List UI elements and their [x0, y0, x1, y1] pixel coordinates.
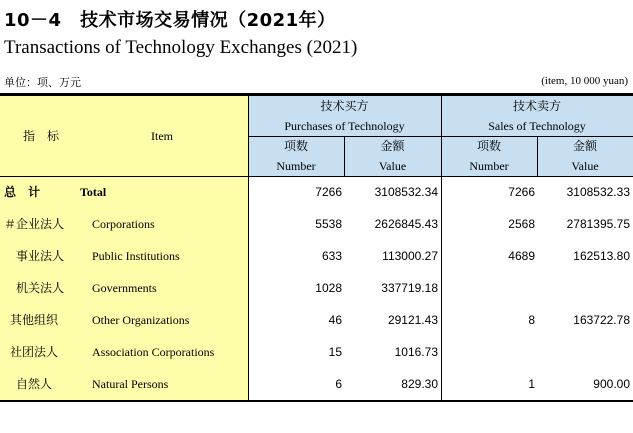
- table-bottom-rule: [0, 400, 633, 402]
- header-purchases-cn: 技术买方: [320, 99, 369, 113]
- row-label-cn: 其他组织: [10, 313, 59, 327]
- row-label-en: Corporations: [92, 217, 155, 231]
- purchases-value: 29121.43: [387, 313, 438, 327]
- table-row-total: [0, 176, 633, 208]
- sales-value: 162513.80: [573, 249, 630, 263]
- unit-label-en: (item, 10 000 yuan): [541, 75, 628, 87]
- table-row: [0, 208, 633, 240]
- sales-number: 7266: [508, 185, 535, 199]
- header-indicator: 指 标: [22, 129, 59, 143]
- header-p-number-cn: 项数: [283, 139, 308, 153]
- row-label-en: Natural Persons: [92, 377, 169, 391]
- table-row: [0, 272, 633, 304]
- row-label-cn: 机关法人: [16, 281, 65, 295]
- header-s-value-cn: 金额: [572, 139, 597, 153]
- sales-value: 3108532.33: [566, 185, 630, 199]
- sales-value: 900.00: [593, 377, 630, 391]
- row-label-cn: 社团法人: [10, 345, 59, 359]
- table-row: [0, 368, 633, 400]
- header-p-value-en: Value: [378, 159, 407, 173]
- purchases-number: 46: [328, 313, 342, 327]
- row-label-en: Association Corporations: [92, 345, 215, 359]
- header-s-value-en: Value: [571, 159, 599, 173]
- purchases-number: 7266: [315, 185, 342, 199]
- table-row: [0, 336, 633, 368]
- row-label-cn: 事业法人: [16, 249, 65, 263]
- purchases-value: 337719.18: [381, 281, 438, 295]
- row-label-cn: ＃企业法人: [4, 217, 65, 231]
- purchases-value: 2626845.43: [374, 217, 438, 231]
- purchases-number: 6: [335, 377, 342, 391]
- header-sales-cn: 技术卖方: [512, 99, 561, 113]
- sales-number: 2568: [508, 217, 535, 231]
- purchases-value: 1016.73: [394, 345, 438, 359]
- row-label-cn: 自然人: [16, 377, 53, 391]
- table-row: [0, 240, 633, 272]
- sales-value: 163722.78: [573, 313, 630, 327]
- purchases-value: 829.30: [401, 377, 438, 391]
- purchases-number: 1028: [315, 281, 342, 295]
- header-s-number-cn: 项数: [476, 139, 501, 153]
- table-title-cn: 10－4 技术市场交易情况（2021年）: [4, 10, 336, 31]
- row-label-cn: 总 计: [4, 185, 41, 199]
- unit-label-cn: 单位：项、万元: [4, 76, 81, 89]
- purchases-value: 3108532.34: [374, 185, 438, 199]
- table-row: [0, 304, 633, 336]
- table-top-rule: [0, 93, 633, 96]
- header-sales-en: Sales of Technology: [488, 119, 586, 133]
- header-item: Item: [151, 129, 173, 143]
- row-label-en: Public Institutions: [92, 249, 180, 263]
- header-purchases-en: Purchases of Technology: [284, 119, 405, 133]
- sales-number: 4689: [508, 249, 535, 263]
- purchases-number: 5538: [315, 217, 342, 231]
- header-s-number-en: Number: [469, 159, 509, 173]
- header-p-number-en: Number: [276, 159, 316, 173]
- row-label-en: Governments: [92, 281, 157, 295]
- sales-number: 8: [528, 313, 535, 327]
- header-p-value-cn: 金额: [380, 139, 405, 153]
- purchases-value: 113000.27: [382, 249, 438, 263]
- sales-value: 2781395.75: [566, 217, 630, 231]
- purchases-number: 15: [328, 345, 342, 359]
- row-label-en: Total: [80, 185, 107, 199]
- table-title-en: Transactions of Technology Exchanges (2021): [4, 37, 358, 58]
- row-label-en: Other Organizations: [92, 313, 190, 327]
- sales-number: 1: [528, 377, 535, 391]
- purchases-number: 633: [321, 249, 342, 263]
